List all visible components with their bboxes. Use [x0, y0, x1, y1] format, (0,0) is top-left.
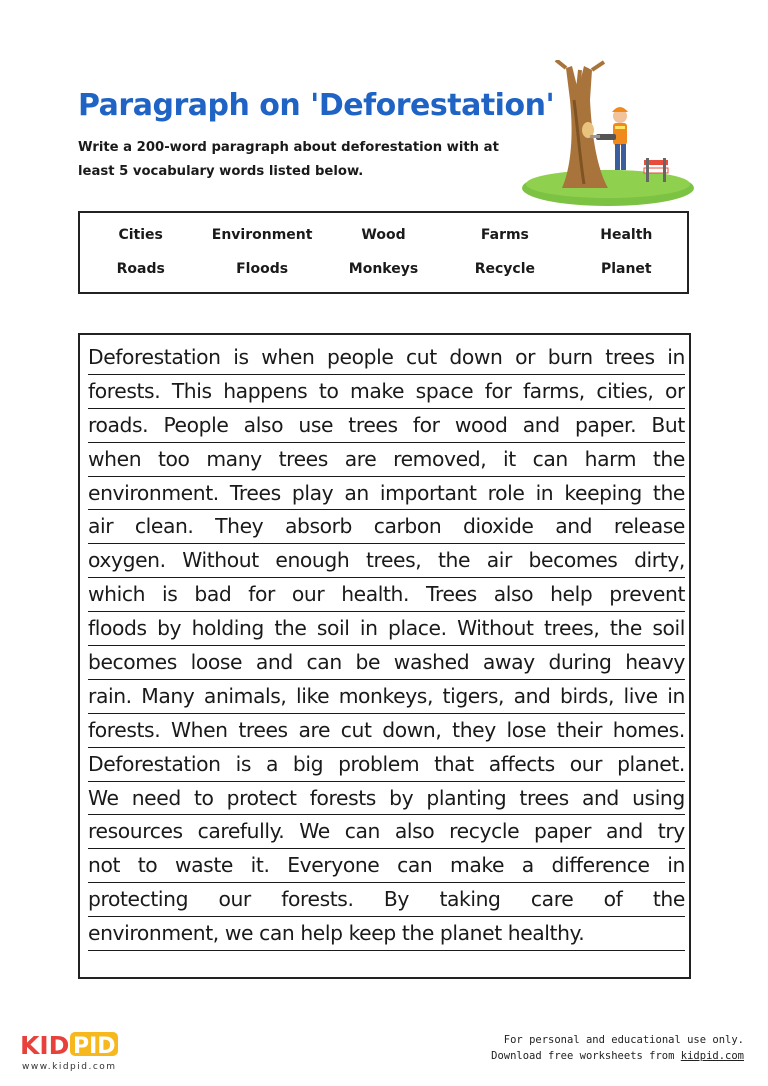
vocab-word: Health [600, 227, 653, 243]
vocab-word: Cities [118, 227, 163, 243]
paragraph-line: resources carefully. We can also recycle paper and try [88, 815, 685, 849]
vocab-word: Floods [236, 261, 289, 277]
vocab-word: Planet [600, 261, 652, 277]
paragraph-line: Deforestation is when people cut down or burn trees in [88, 341, 685, 375]
vocab-word: Wood [361, 227, 406, 243]
svg-text:PID: PID [73, 1034, 116, 1057]
vocab-word: Recycle [474, 261, 536, 277]
svg-text:KID: KID [20, 1031, 70, 1057]
paragraph-line: when too many trees are removed, it can harm the [88, 443, 685, 477]
paragraph-line: environment. Trees play an important role in keeping the [88, 477, 685, 511]
vocabulary-grid [80, 225, 687, 279]
footer-link[interactable]: kidpid.com [680, 1050, 744, 1062]
footer-note [491, 1032, 744, 1064]
footer-line-2-prefix: Download free worksheets from [491, 1050, 681, 1062]
paragraph-lines [88, 341, 685, 951]
paragraph-line: Deforestation is a big problem that affects our planet. [88, 748, 685, 782]
paragraph-line: environment, we can help keep the planet healthy. [88, 917, 685, 951]
paragraph-line: protecting our forests. By taking care of the [88, 883, 685, 917]
vocab-word: Environment [211, 227, 313, 243]
instructions-text: Write a 200-word paragraph about deforestation with at least 5 vocabulary words listed below. [78, 140, 499, 179]
vocab-word: Farms [480, 227, 529, 243]
logo-url: www.kidpid.com [22, 1062, 117, 1072]
paragraph-line: forests. This happens to make space for farms, cities, or [88, 375, 685, 409]
paragraph-line: rain. Many animals, like monkeys, tigers, and birds, live in [88, 680, 685, 714]
footer-line-1: For personal and educational use only. [503, 1034, 744, 1046]
lumberjack-illustration [522, 60, 698, 210]
paragraph-line: which is bad for our health. Trees also help prevent [88, 578, 685, 612]
vocabulary-box [78, 211, 689, 294]
vocab-word: Monkeys [348, 261, 419, 277]
footer-line-2 [491, 1048, 744, 1064]
kidpid-logo [20, 1031, 120, 1057]
paragraph-line: oxygen. Without enough trees, the air becomes dirty, [88, 544, 685, 578]
paragraph-line: forests. When trees are cut down, they lose their homes. [88, 714, 685, 748]
paragraph-line: We need to protect forests by planting trees and using [88, 782, 685, 816]
paragraph-line: becomes loose and can be washed away during heavy [88, 646, 685, 680]
paragraph-box [78, 333, 691, 979]
page-title: Paragraph on 'Deforestation' [78, 88, 555, 123]
paragraph-line: floods by holding the soil in place. Without trees, the soil [88, 612, 685, 646]
vocab-word: Roads [116, 261, 165, 277]
paragraph-line: air clean. They absorb carbon dioxide and release [88, 510, 685, 544]
paragraph-line: not to waste it. Everyone can make a difference in [88, 849, 685, 883]
paragraph-line: roads. People also use trees for wood and paper. But [88, 409, 685, 443]
